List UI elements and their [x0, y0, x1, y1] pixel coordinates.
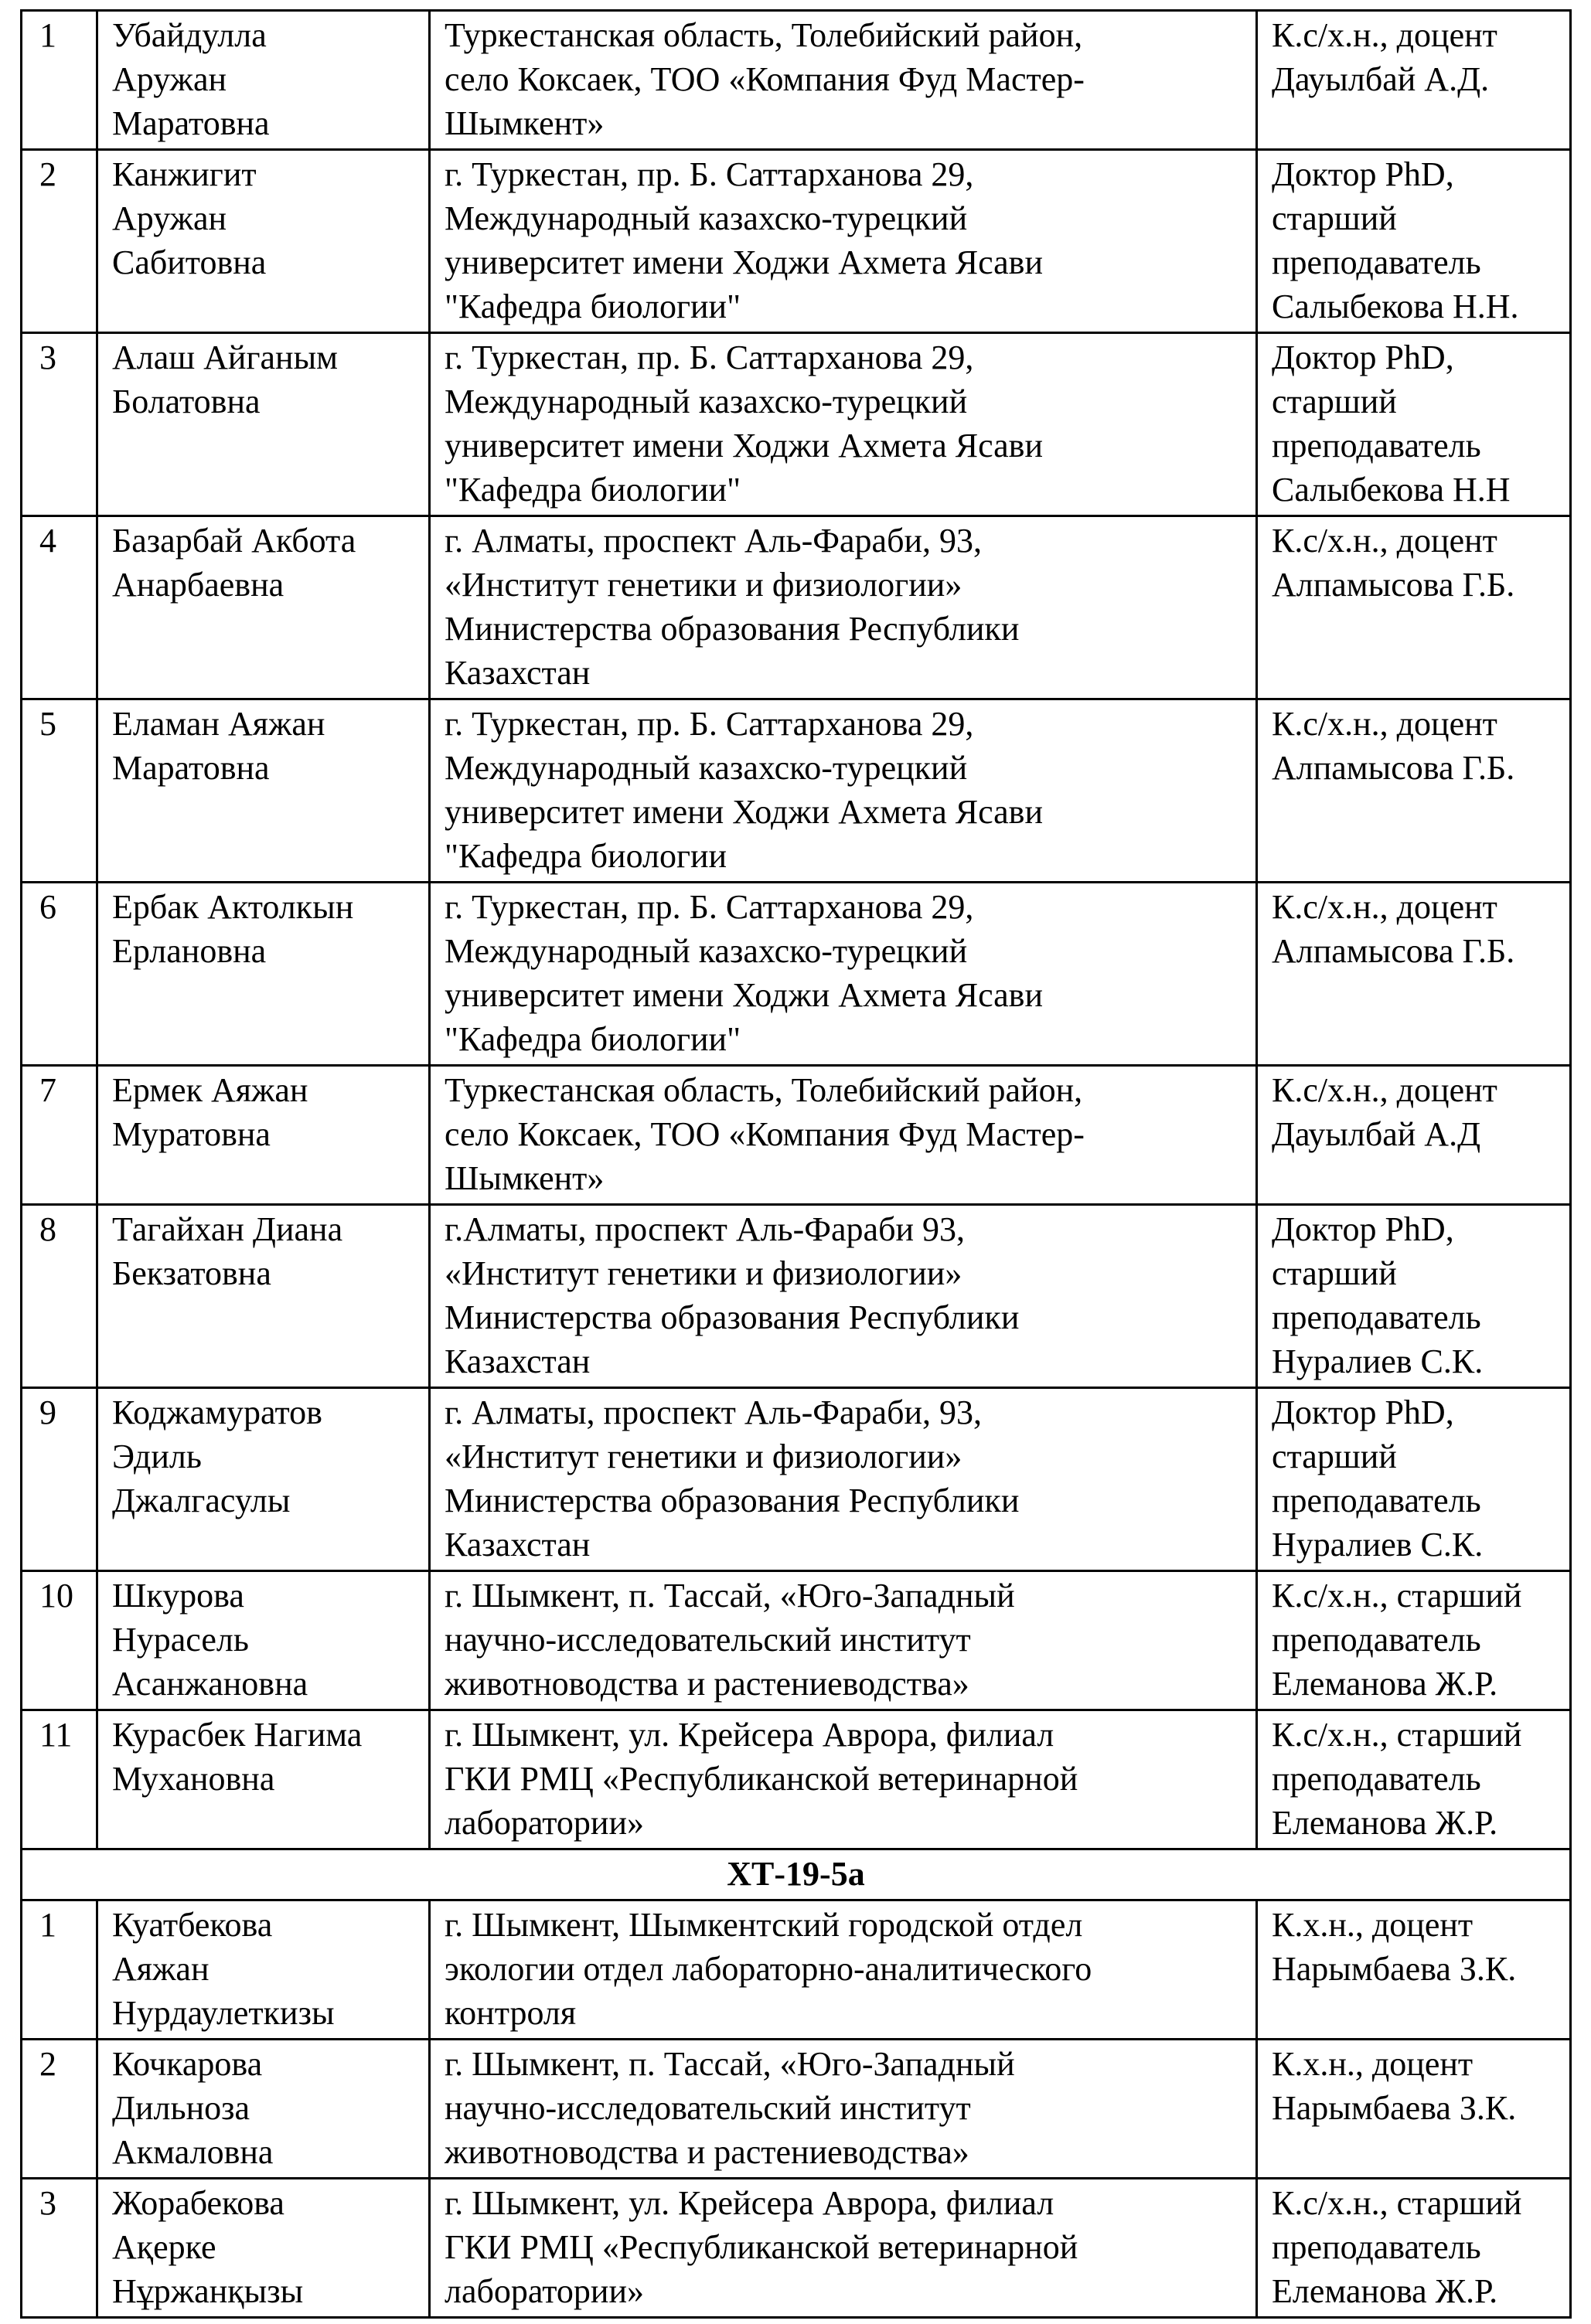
name-line: Базарбай Акбота — [112, 522, 356, 560]
address-line: "Кафедра биологии" — [445, 1020, 741, 1058]
address-line: ГКИ РМЦ «Республиканской ветеринарной — [445, 1760, 1078, 1798]
table-row — [22, 333, 1571, 516]
supervisor-cell — [1257, 1388, 1571, 1571]
supervisor-line: преподаватель — [1272, 1621, 1481, 1659]
row-number: 5 — [22, 699, 97, 883]
address-line: экологии отдел лабораторно-аналитического — [445, 1950, 1092, 1988]
address-line: г. Туркестан, пр. Б. Саттарханова 29, — [445, 888, 974, 926]
supervisor-line: преподаватель — [1272, 427, 1481, 464]
table-row — [22, 883, 1571, 1066]
name-line: Еламан Аяжан — [112, 705, 325, 743]
student-name-cell — [97, 11, 430, 150]
name-line: Эдиль — [112, 1438, 202, 1475]
address-line: г. Туркестан, пр. Б. Саттарханова 29, — [445, 155, 974, 193]
row-number: 1 — [22, 11, 97, 150]
student-name-cell — [97, 699, 430, 883]
document-page — [20, 9, 1569, 2319]
name-line: Куатбекова — [112, 1906, 273, 1944]
address-line: г.Алматы, проспект Аль-Фараби 93, — [445, 1210, 966, 1248]
row-number: 2 — [22, 2040, 97, 2179]
supervisor-line: К.х.н., доцент — [1272, 2045, 1473, 2083]
address-line: Международный казахско-турецкий — [445, 383, 968, 420]
practice-place-cell — [430, 2040, 1257, 2179]
supervisor-line: старший — [1272, 199, 1397, 237]
supervisor-cell — [1257, 699, 1571, 883]
supervisor-line: преподаватель — [1272, 1760, 1481, 1798]
address-line: Министерства образования Республики — [445, 1482, 1020, 1519]
name-line: Курасбек Нагима — [112, 1716, 363, 1754]
supervisor-cell — [1257, 333, 1571, 516]
supervisor-cell — [1257, 11, 1571, 150]
practice-place-cell — [430, 150, 1257, 333]
address-line: ГКИ РМЦ «Республиканской ветеринарной — [445, 2228, 1078, 2266]
supervisor-line: Салыбекова Н.Н. — [1272, 288, 1519, 325]
supervisor-cell — [1257, 1710, 1571, 1849]
supervisor-line: К.с/х.н., старший — [1272, 2184, 1522, 2222]
supervisor-line: К.с/х.н., доцент — [1272, 888, 1497, 926]
table-row — [22, 1900, 1571, 2040]
table-row — [22, 2179, 1571, 2318]
name-line: Аружан — [112, 60, 227, 98]
supervisor-line: Доктор PhD, — [1272, 1210, 1454, 1248]
table-row — [22, 1066, 1571, 1205]
supervisor-cell — [1257, 1066, 1571, 1205]
address-line: Международный казахско-турецкий — [445, 199, 968, 237]
name-line: Ербак Актолкын — [112, 888, 354, 926]
address-line: г. Шымкент, п. Тассай, «Юго-Западный — [445, 1577, 1015, 1615]
name-line: Сабитовна — [112, 243, 267, 281]
supervisor-line: К.с/х.н., старший — [1272, 1577, 1522, 1615]
address-line: г. Туркестан, пр. Б. Саттарханова 29, — [445, 705, 974, 743]
student-name-cell — [97, 1710, 430, 1849]
student-name-cell — [97, 1205, 430, 1388]
practice-place-cell — [430, 2179, 1257, 2318]
address-line: животноводства и растениеводства» — [445, 1665, 969, 1703]
address-line: г. Шымкент, ул. Крейсера Аврора, филиал — [445, 1716, 1054, 1754]
address-line: животноводства и растениеводства» — [445, 2133, 969, 2171]
address-line: Международный казахско-турецкий — [445, 932, 968, 970]
supervisor-line: Доктор PhD, — [1272, 1393, 1454, 1431]
supervisor-line: старший — [1272, 1254, 1397, 1292]
practice-place-cell — [430, 1710, 1257, 1849]
name-line: Маратовна — [112, 749, 270, 787]
supervisor-line: преподаватель — [1272, 243, 1481, 281]
name-line: Нұржанқызы — [112, 2272, 304, 2310]
supervisor-line: Елеманова Ж.Р. — [1272, 1665, 1498, 1703]
supervisor-cell — [1257, 1205, 1571, 1388]
address-line: село Коксаек, ТОО «Компания Фуд Мастер- — [445, 1115, 1085, 1153]
practice-place-cell — [430, 11, 1257, 150]
name-line: Акмаловна — [112, 2133, 274, 2171]
name-line: Ерлановна — [112, 932, 267, 970]
row-number: 2 — [22, 150, 97, 333]
supervisor-line: К.с/х.н., доцент — [1272, 522, 1497, 560]
address-line: научно-исследовательский институт — [445, 2089, 971, 2127]
student-name-cell — [97, 2040, 430, 2179]
address-line: Министерства образования Республики — [445, 1298, 1020, 1336]
row-number: 11 — [22, 1710, 97, 1849]
table-row — [22, 516, 1571, 699]
table-row — [22, 699, 1571, 883]
supervisor-line: Доктор PhD, — [1272, 339, 1454, 376]
name-line: Коджамуратов — [112, 1393, 322, 1431]
supervisor-line: К.с/х.н., доцент — [1272, 1071, 1497, 1109]
name-line: Кочкарова — [112, 2045, 263, 2083]
supervisor-line: Алпамысова Г.Б. — [1272, 566, 1515, 604]
address-line: университет имени Ходжи Ахмета Ясави — [445, 793, 1043, 831]
name-line: Канжигит — [112, 155, 257, 193]
address-line: научно-исследовательский институт — [445, 1621, 971, 1659]
name-line: Болатовна — [112, 383, 261, 420]
supervisor-cell — [1257, 2179, 1571, 2318]
address-line: "Кафедра биологии — [445, 837, 727, 875]
address-line: Туркестанская область, Толебийский район, — [445, 16, 1083, 54]
supervisor-line: К.х.н., доцент — [1272, 1906, 1473, 1944]
name-line: Аружан — [112, 199, 227, 237]
table-row — [22, 1205, 1571, 1388]
address-line: "Кафедра биологии" — [445, 471, 741, 509]
supervisor-line: Доктор PhD, — [1272, 155, 1454, 193]
student-name-cell — [97, 883, 430, 1066]
supervisor-line: старший — [1272, 1438, 1397, 1475]
table-row — [22, 11, 1571, 150]
supervisor-line: старший — [1272, 383, 1397, 420]
supervisor-line: Дауылбай А.Д — [1272, 1115, 1481, 1153]
address-line: университет имени Ходжи Ахмета Ясави — [445, 243, 1043, 281]
supervisor-cell — [1257, 1900, 1571, 2040]
name-line: Нурасель — [112, 1621, 249, 1659]
practice-assignment-table — [20, 9, 1572, 2319]
name-line: Ермек Аяжан — [112, 1071, 308, 1109]
group-label: ХТ-19-5а — [22, 1849, 1571, 1900]
name-line: Тагайхан Диана — [112, 1210, 343, 1248]
practice-place-cell — [430, 699, 1257, 883]
table-group-section — [22, 1849, 1571, 1900]
name-line: Жорабекова — [112, 2184, 284, 2222]
supervisor-line: Елеманова Ж.Р. — [1272, 2272, 1498, 2310]
practice-place-cell — [430, 1571, 1257, 1710]
practice-place-cell — [430, 1066, 1257, 1205]
practice-place-cell — [430, 883, 1257, 1066]
address-line: «Институт генетики и физиологии» — [445, 1438, 962, 1475]
student-name-cell — [97, 1066, 430, 1205]
supervisor-line: преподаватель — [1272, 1298, 1481, 1336]
address-line: г. Шымкент, Шымкентский городской отдел — [445, 1906, 1083, 1944]
supervisor-line: Нарымбаева З.К. — [1272, 1950, 1517, 1988]
row-number: 6 — [22, 883, 97, 1066]
supervisor-cell — [1257, 2040, 1571, 2179]
student-name-cell — [97, 1388, 430, 1571]
address-line: Международный казахско-турецкий — [445, 749, 968, 787]
supervisor-line: преподаватель — [1272, 2228, 1481, 2266]
address-line: «Институт генетики и физиологии» — [445, 566, 962, 604]
name-line: Шкурова — [112, 1577, 244, 1615]
name-line: Ақерке — [112, 2228, 216, 2266]
supervisor-line: преподаватель — [1272, 1482, 1481, 1519]
table-body-top — [22, 11, 1571, 1849]
practice-place-cell — [430, 1388, 1257, 1571]
practice-place-cell — [430, 1205, 1257, 1388]
supervisor-cell — [1257, 516, 1571, 699]
name-line: Дильноза — [112, 2089, 250, 2127]
address-line: лаборатории» — [445, 2272, 645, 2310]
address-line: «Институт генетики и физиологии» — [445, 1254, 962, 1292]
row-number: 9 — [22, 1388, 97, 1571]
address-line: Шымкент» — [445, 104, 605, 142]
name-line: Мухановна — [112, 1760, 275, 1798]
student-name-cell — [97, 150, 430, 333]
supervisor-line: Алпамысова Г.Б. — [1272, 749, 1515, 787]
row-number: 10 — [22, 1571, 97, 1710]
address-line: г. Туркестан, пр. Б. Саттарханова 29, — [445, 339, 974, 376]
row-number: 8 — [22, 1205, 97, 1388]
address-line: г. Алматы, проспект Аль-Фараби, 93, — [445, 1393, 983, 1431]
name-line: Нурдаулеткизы — [112, 1994, 335, 2032]
supervisor-line: Дауылбай А.Д. — [1272, 60, 1490, 98]
table-row — [22, 1571, 1571, 1710]
name-line: Маратовна — [112, 104, 270, 142]
address-line: Казахстан — [445, 654, 591, 692]
student-name-cell — [97, 1571, 430, 1710]
supervisor-line: К.с/х.н., доцент — [1272, 705, 1497, 743]
address-line: контроля — [445, 1994, 577, 2032]
address-line: лаборатории» — [445, 1804, 645, 1842]
supervisor-line: Елеманова Ж.Р. — [1272, 1804, 1498, 1842]
group-header-row — [22, 1849, 1571, 1900]
name-line: Муратовна — [112, 1115, 271, 1153]
name-line: Аяжан — [112, 1950, 210, 1988]
name-line: Джалгасулы — [112, 1482, 291, 1519]
address-line: г. Шымкент, п. Тассай, «Юго-Западный — [445, 2045, 1015, 2083]
address-line: г. Алматы, проспект Аль-Фараби, 93, — [445, 522, 983, 560]
row-number: 1 — [22, 1900, 97, 2040]
supervisor-cell — [1257, 1571, 1571, 1710]
address-line: Казахстан — [445, 1526, 591, 1564]
supervisor-line: Нуралиев С.К. — [1272, 1342, 1484, 1380]
student-name-cell — [97, 2179, 430, 2318]
practice-place-cell — [430, 1900, 1257, 2040]
student-name-cell — [97, 1900, 430, 2040]
practice-place-cell — [430, 333, 1257, 516]
address-line: Туркестанская область, Толебийский район, — [445, 1071, 1083, 1109]
address-line: Министерства образования Республики — [445, 610, 1020, 648]
name-line: Алаш Айганым — [112, 339, 338, 376]
table-row — [22, 150, 1571, 333]
supervisor-cell — [1257, 883, 1571, 1066]
student-name-cell — [97, 516, 430, 699]
address-line: г. Шымкент, ул. Крейсера Аврора, филиал — [445, 2184, 1054, 2222]
name-line: Анарбаевна — [112, 566, 284, 604]
supervisor-line: Нуралиев С.К. — [1272, 1526, 1484, 1564]
address-line: Казахстан — [445, 1342, 591, 1380]
row-number: 3 — [22, 2179, 97, 2318]
table-row — [22, 2040, 1571, 2179]
name-line: Асанжановна — [112, 1665, 308, 1703]
table-row — [22, 1388, 1571, 1571]
supervisor-cell — [1257, 150, 1571, 333]
address-line: село Коксаек, ТОО «Компания Фуд Мастер- — [445, 60, 1085, 98]
supervisor-line: Нарымбаева З.К. — [1272, 2089, 1517, 2127]
practice-place-cell — [430, 516, 1257, 699]
address-line: "Кафедра биологии" — [445, 288, 741, 325]
supervisor-line: К.с/х.н., доцент — [1272, 16, 1497, 54]
name-line: Бекзатовна — [112, 1254, 271, 1292]
table-body-bottom — [22, 1900, 1571, 2318]
row-number: 4 — [22, 516, 97, 699]
address-line: университет имени Ходжи Ахмета Ясави — [445, 976, 1043, 1014]
address-line: университет имени Ходжи Ахмета Ясави — [445, 427, 1043, 464]
student-name-cell — [97, 333, 430, 516]
supervisor-line: К.с/х.н., старший — [1272, 1716, 1522, 1754]
row-number: 7 — [22, 1066, 97, 1205]
row-number: 3 — [22, 333, 97, 516]
table-row — [22, 1710, 1571, 1849]
supervisor-line: Алпамысова Г.Б. — [1272, 932, 1515, 970]
supervisor-line: Салыбекова Н.Н — [1272, 471, 1511, 509]
address-line: Шымкент» — [445, 1159, 605, 1197]
name-line: Убайдулла — [112, 16, 267, 54]
